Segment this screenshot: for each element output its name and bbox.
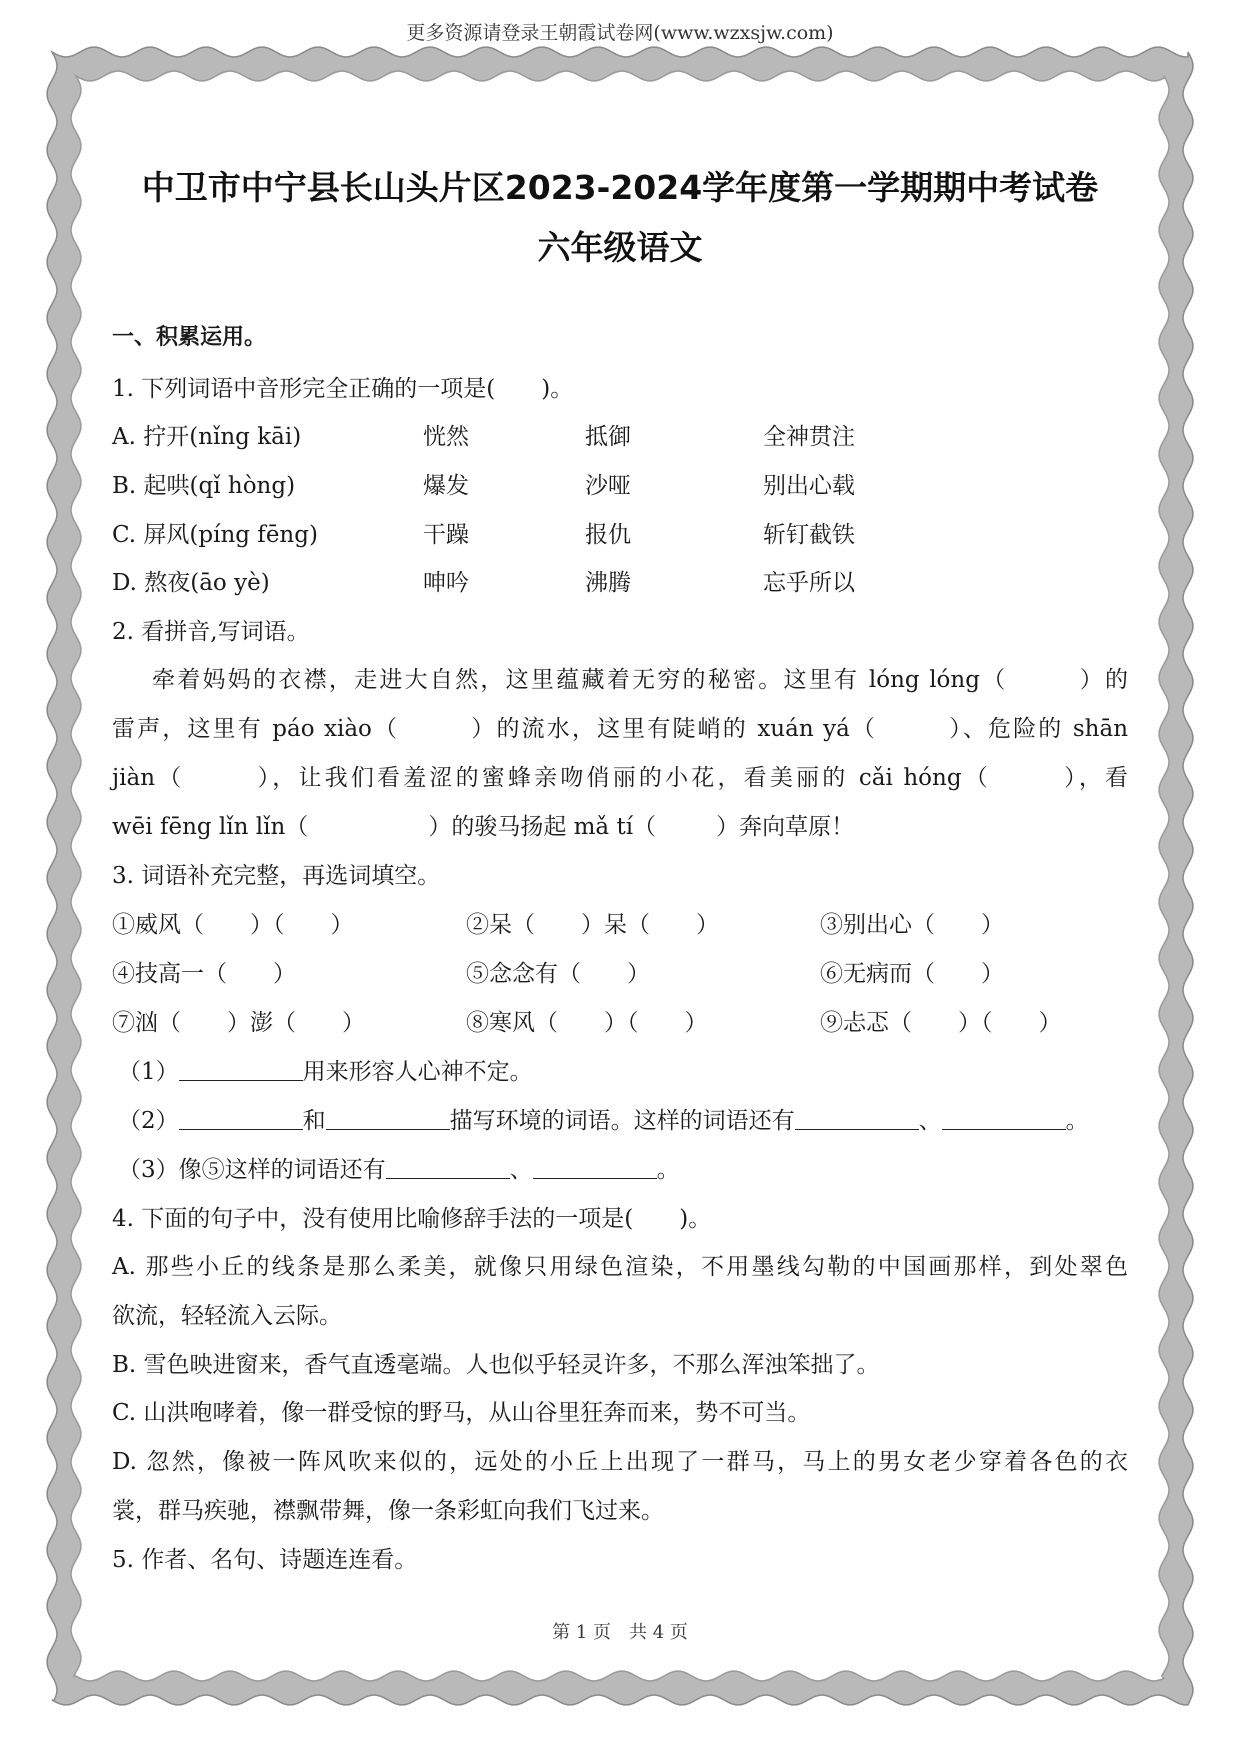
q4-option-c: C. 山洪咆哮着，像一群受惊的野马，从山谷里狂奔而来，势不可当。 xyxy=(112,1400,811,1426)
q2-passage-line: 牵着妈妈的衣襟，走进大自然，这里蕴藏着无穷的秘密。这里有 lóng lóng（ ）的 xyxy=(152,667,1128,693)
q3-subquestion-1: （1） 用来形容人心神不定。 xyxy=(118,1059,533,1085)
q4-option-a: A. 那些小丘的线条是那么柔美，就像只用绿色渲染，不用墨线勾勒的中国画那样，到处翠色 xyxy=(112,1254,1128,1280)
q2-passage-line: jiàn（ ），让我们看羞涩的蜜蜂亲吻俏丽的小花，看美丽的 cǎi hóng（ ），看 xyxy=(112,765,1129,791)
q3-item: ④技高一（ ） xyxy=(112,961,296,987)
q1-option-b-word: 爆发 xyxy=(423,473,469,499)
answer-blank[interactable] xyxy=(942,1107,1066,1130)
q2-passage-line: wēi fēng lǐn lǐn（ ）的骏马扬起 mǎ tí（ ）奔向草原！ xyxy=(112,814,855,840)
q3-item: ①威风（ ）（ ） xyxy=(112,912,354,938)
q1-option-b: B. 起哄(qǐ hòng) xyxy=(112,473,296,499)
q1-option-a: A. 拧开(nǐng kāi) xyxy=(112,424,302,450)
q1-option-d-word: 呻吟 xyxy=(423,570,469,596)
q4-option-a-cont: 欲流，轻轻流入云际。 xyxy=(112,1303,342,1329)
q1-option-d-word: 沸腾 xyxy=(585,570,631,596)
q3-item: ⑥无病而（ ） xyxy=(820,961,1004,987)
q3-item: ⑦汹（ ）澎（ ） xyxy=(112,1010,365,1036)
q1-option-d-word: 忘乎所以 xyxy=(763,570,855,596)
q3-item: ⑤念念有（ ） xyxy=(466,961,650,987)
q3-item: ⑧寒风（ ）（ ） xyxy=(466,1010,708,1036)
question-3-stem: 3. 词语补充完整，再选词填空。 xyxy=(112,863,441,889)
q1-option-a-word: 全神贯注 xyxy=(763,424,855,450)
answer-blank[interactable] xyxy=(533,1156,657,1179)
question-4-stem: 4. 下面的句子中，没有使用比喻修辞手法的一项是( )。 xyxy=(112,1206,712,1232)
q3-item: ⑨忐忑（ ）（ ） xyxy=(820,1010,1062,1036)
q4-option-b: B. 雪色映进窗来，香气直透毫端。人也似乎轻灵许多，不那么浑浊笨拙了。 xyxy=(112,1352,880,1378)
q1-option-b-word: 别出心载 xyxy=(763,473,855,499)
answer-blank[interactable] xyxy=(386,1156,510,1179)
q1-option-c-word: 干躁 xyxy=(423,522,469,548)
answer-blank[interactable] xyxy=(326,1107,450,1130)
q3-subquestion-2: （2） 和 描写环境的词语。这样的词语还有 、 。 xyxy=(118,1108,1089,1134)
page-footer: 第 1 页 共 4 页 xyxy=(552,1622,688,1643)
answer-blank[interactable] xyxy=(795,1107,919,1130)
q4-option-d-cont: 裳，群马疾驰，襟飘带舞，像一条彩虹向我们飞过来。 xyxy=(112,1498,664,1524)
q3-subquestion-3: （3）像⑤这样的词语还有 、 。 xyxy=(118,1157,680,1183)
exam-subtitle: 六年级语文 xyxy=(537,228,703,267)
q1-option-a-word: 抵御 xyxy=(585,424,631,450)
q3-item: ③别出心（ ） xyxy=(820,912,1004,938)
q3-item: ②呆（ ）呆（ ） xyxy=(466,912,719,938)
exam-title: 中卫市中宁县长山头片区2023-2024学年度第一学期期中考试卷 xyxy=(141,168,1099,207)
q1-option-a-word: 恍然 xyxy=(423,424,469,450)
q1-option-b-word: 沙哑 xyxy=(585,473,631,499)
q2-passage-line: 雷声，这里有 páo xiào（ ）的流水，这里有陡峭的 xuán yá（ ）、危险的 shān xyxy=(112,716,1129,742)
question-5-stem: 5. 作者、名句、诗题连连看。 xyxy=(112,1547,418,1573)
q1-option-c: C. 屏风(píng fēng) xyxy=(112,522,318,548)
q1-option-c-word: 报仇 xyxy=(585,522,631,548)
section-heading: 一、积累运用。 xyxy=(112,325,267,350)
q1-option-d: D. 熬夜(āo yè) xyxy=(112,570,270,596)
question-1-stem: 1. 下列词语中音形完全正确的一项是( )。 xyxy=(112,376,574,402)
answer-blank[interactable] xyxy=(179,1107,303,1130)
header-note: 更多资源请登录王朝霞试卷网(www.wzxsjw.com) xyxy=(406,22,834,44)
q1-option-c-word: 斩钉截铁 xyxy=(763,522,855,548)
q4-option-d: D. 忽然，像被一阵风吹来似的，远处的小丘上出现了一群马，马上的男女老少穿着各色的衣 xyxy=(112,1449,1128,1475)
answer-blank[interactable] xyxy=(179,1058,303,1081)
question-2-stem: 2. 看拼音,写词语。 xyxy=(112,619,310,645)
